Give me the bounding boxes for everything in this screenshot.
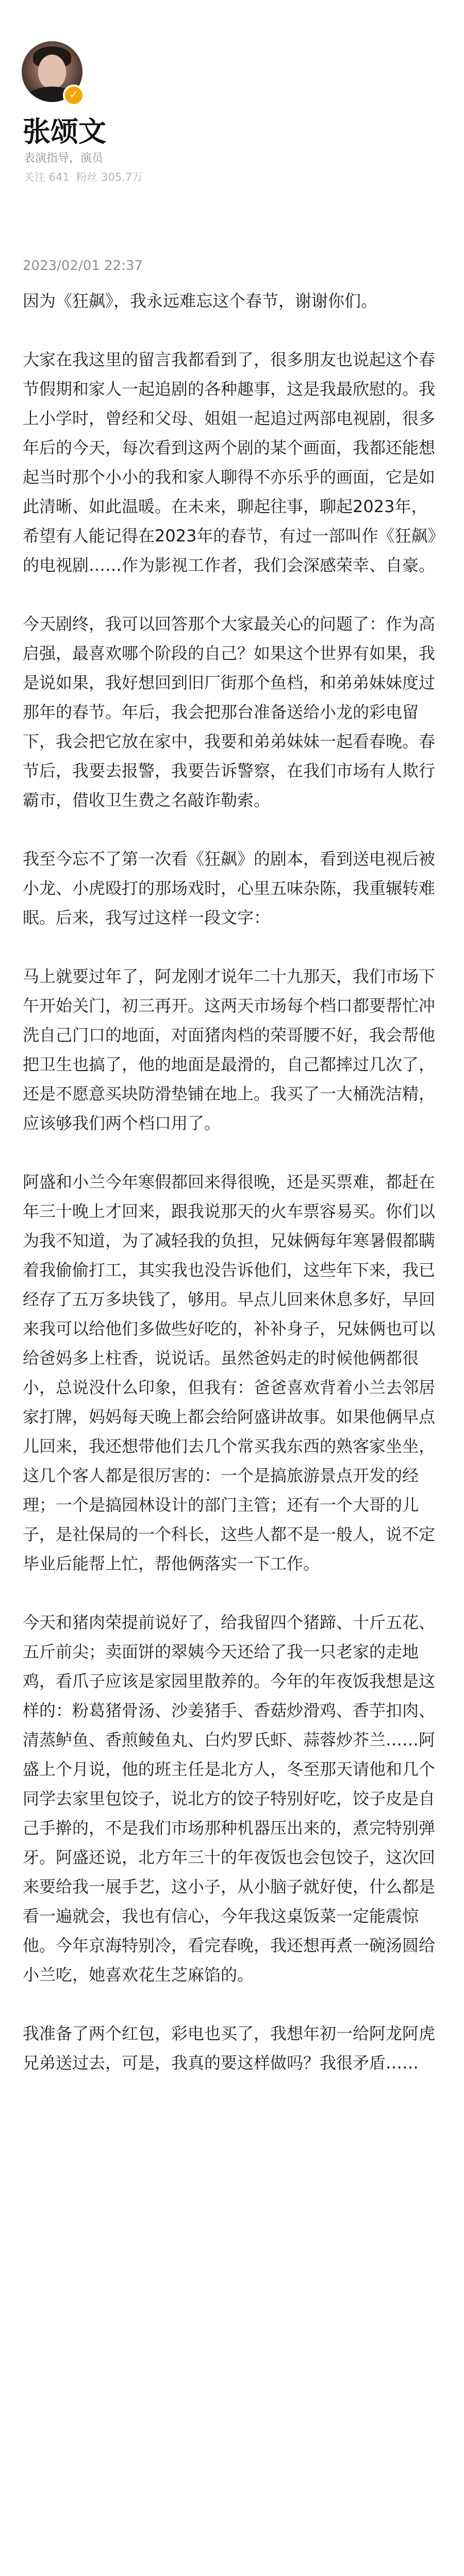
post-paragraph: 今天剧终，我可以回答那个大家最关心的问题了：作为高启强，最喜欢哪个阶段的自己？如果这个世界有如果，我是说如果，我好想回到旧厂街那个鱼档，和弟弟妹妹度过那年的春节。年后，我会把那台准备送给小龙的彩电留下，我会把它放在家中，我要和弟弟妹妹一起看春晚。春节后，我要去报警，我要告诉警察，在我们市场有人欺行霸市，借收卫生费之名敲诈勒索。 (23, 614, 436, 810)
profile-header (0, 41, 464, 211)
post-paragraph: 阿盛和小兰今年寒假都回来得很晚，还是买票难，都赶在年三十晚上才回来，跟我说那天的火车票容易买。你们以为我不知道，为了减轻我的负担，兄妹俩每年寒暑假都瞒着我偷偷打工，其实我也没告诉他们，这些年下来，我已经存了五万多块钱了，够用。早点儿回来休息多好，早回来我可以给他们多做些好吃的，补补身子，兄妹俩也可以给爸妈多上柱香，说说话。虽然爸妈走的时候他俩都很小，总说没什么印象，但我有：爸爸喜欢背着小兰去邻居家打牌，妈妈每天晚上都会给阿盛讲故事。如果他俩早点儿回来，我还想带他们去几个常买我东西的熟客家坐坐，这几个客人都是很厉害的：一个是搞旅游景点开发的经理；一个是搞园林设计的部门主管；还有一个大哥的儿子，是社保局的一个科长，这些人都不是一般人，说不定毕业后能帮上忙，帮他俩落实一下工作。 (23, 1172, 436, 1573)
followers-count[interactable]: 粉丝 305.7万 (76, 171, 143, 183)
post-paragraph: 大家在我这里的留言我都看到了，很多朋友也说起这个春节假期和家人一起追剧的各种趣事，这是我最欣慰的。我上小学时，曾经和父母、姐姐一起追过两部电视剧，很多年后的今天，每次看到这两个剧的某个画面，我都还能想起当时那个小小的我和家人聊得不亦乐乎的画面，它是如此清晰、如此温暖。在未来，聊起往事，聊起2023年，希望有人能记得在2023年的春节，有过一部叫作《狂飙》的电视剧……作为影视工作者，我们会深感荣幸、自豪。 (23, 350, 436, 575)
post-date: 2023/02/01 22:37 (23, 258, 143, 274)
following-count[interactable]: 关注 641 (24, 171, 70, 183)
verified-badge-icon: ✓ (63, 84, 85, 106)
post-paragraph: 今天和猪肉荣提前说好了，给我留四个猪蹄、十斤五花、五斤前尖；卖面饼的翠姨今天还给了我一只老家的走地鸡，看爪子应该是家园里散养的。今年的年夜饭我想是这样的：粉葛猪骨汤、沙姜猪手、香菇炒滑鸡、香芋扣肉、清蒸鲈鱼、香煎鲮鱼丸、白灼罗氏虾、蒜蓉炒芥兰……阿盛上个月说，他的班主任是北方人，冬至那天请他和几个同学去家里包饺子，说北方的饺子特别好吃，饺子皮是自己手擀的，不是我们市场那种机器压出来的，煮完特别弹牙。阿盛还说，北方年三十的年夜饭也会包饺子，这次回来要给我一展手艺，这小子，从小脑子就好使，什么都是看一遍就会，我也有信心，今年我这桌饭菜一定能震惊他。今年京海特别冷，看完春晚，我还想再煮一碗汤圆给小兰吃，她喜欢花生芝麻馅的。 (23, 1613, 436, 1985)
post-paragraph: 马上就要过年了，阿龙刚才说年二十九那天，我们市场下午开始关门，初三再开。这两天市场每个档口都要帮忙冲洗自己门口的地面，对面猪肉档的荣哥腰不好，我会帮他把卫生也搞了，他的地面是最滑的，自己都摔过几次了，还是不愿意买块防滑垫铺在地上。我买了一大桶洗洁精，应该够我们两个档口用了。 (23, 967, 436, 1133)
profile-stats (24, 170, 146, 184)
profile-name[interactable]: 张颂文 (23, 115, 106, 148)
post-paragraph: 我至今忘不了第一次看《狂飙》的剧本，看到送电视后被小龙、小虎殴打的那场戏时，心里五味杂陈，我重辗转难眠。后来，我写过这样一段文字： (23, 849, 436, 927)
profile-title: 表演指导，演员 (24, 152, 104, 165)
avatar-face (38, 55, 66, 89)
post-paragraph: 我准备了两个红包，彩电也买了，我想年初一给阿龙阿虎兄弟送过去，可是，我真的要这样做吗？我很矛盾…… (23, 2024, 436, 2073)
post-body (23, 286, 441, 2107)
post-paragraph: 因为《狂飙》，我永远难忘这个春节，谢谢你们。 (23, 291, 378, 311)
